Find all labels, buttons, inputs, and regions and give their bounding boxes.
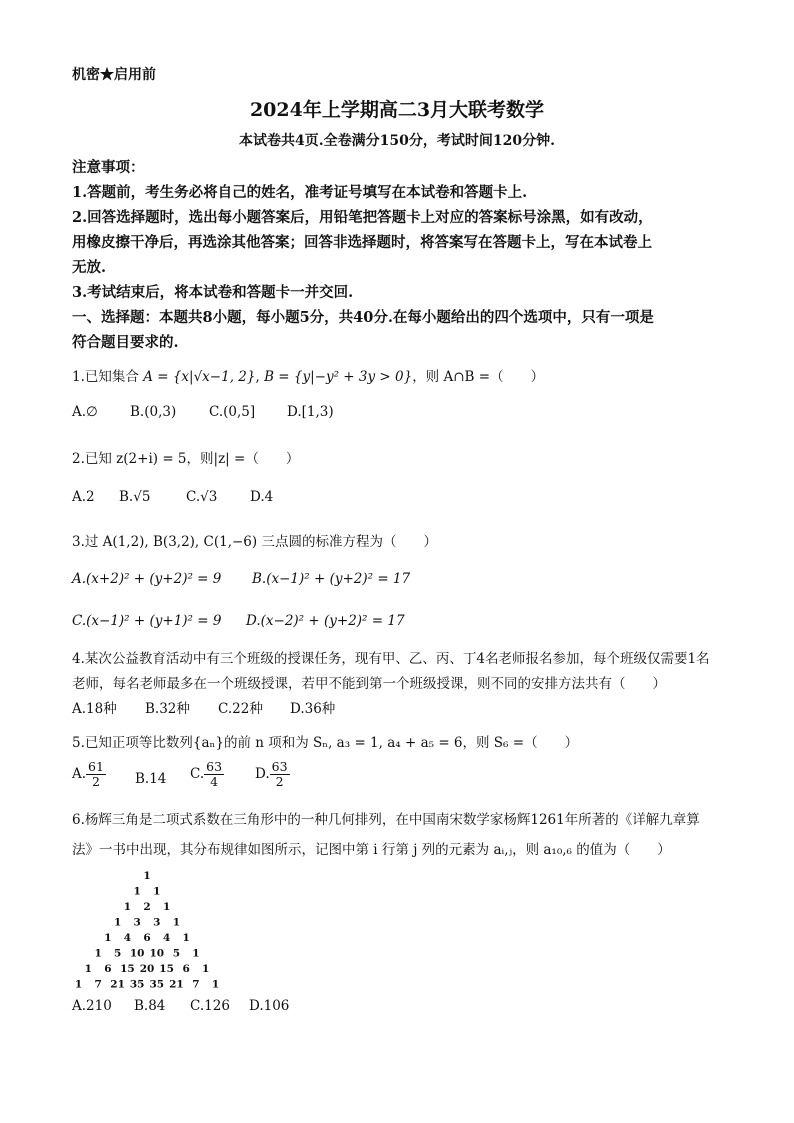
note-1: 1.答题前，考生务必将自己的姓名，准考证号填写在本试卷和答题卡上.	[72, 184, 528, 201]
triangle-cell: 1	[143, 870, 151, 882]
triangle-cell: 1	[94, 947, 102, 960]
question-3-option-a: A.(x+2)² + (y+2)² = 9	[72, 571, 222, 587]
question-2-option-b: B.√5	[119, 489, 151, 505]
question-3-option-c: C.(x−1)² + (y+1)² = 9	[72, 613, 222, 629]
triangle-cell: 1	[202, 963, 210, 975]
question-4-option-d: D.36种	[290, 701, 336, 717]
question-1-option-a: A.∅	[72, 404, 98, 420]
triangle-cell: 35	[129, 978, 145, 991]
question-4-option-b: B.32种	[145, 701, 190, 717]
triangle-cell: 7	[94, 978, 102, 991]
triangle-cell: 1	[74, 978, 83, 991]
question-5-option-c: C. $\frac{63}{4}$	[190, 759, 223, 789]
question-1-stem: 1.已知集合 A = {x|√x−1, 2}, B = {y|−y² + 3y > 0}，则 A∩B =（ ）	[72, 369, 545, 385]
question-4-line-1: 4.某次公益教育活动中有三个班级的授课任务，现有甲、乙、丙、丁4名老师报名参加，每个班级仅需要1名	[72, 651, 710, 667]
triangle-cell: 1	[211, 978, 220, 991]
triangle-cell: 2	[143, 901, 151, 913]
question-6-line-1: 6.杨辉三角是二项式系数在三角形中的一种几何排列，在中国南宋数学家杨辉1261年所著的《详解九章算	[72, 812, 700, 828]
triangle-cell: 20	[139, 963, 155, 975]
triangle-cell: 4	[123, 932, 132, 944]
triangle-cell: 3	[133, 916, 141, 929]
triangle-cell: 1	[133, 885, 141, 898]
triangle-cell: 1	[123, 901, 132, 913]
question-1-option-b: B.(0,3)	[130, 404, 177, 420]
yanghui-triangle-figure	[72, 868, 242, 993]
confidential-label: 机密★启用前	[72, 67, 156, 83]
triangle-cell: 1	[104, 932, 112, 944]
exam-title: 2024年上学期高二3月大联考数学	[249, 99, 545, 121]
question-2-option-c: C.√3	[186, 489, 218, 505]
note-2-line-2: 用橡皮擦干净后，再选涂其他答案；回答非选择题时，将答案写在答题卡上，写在本试卷上	[72, 234, 652, 251]
question-3-option-b: B.(x−1)² + (y+2)² = 17	[252, 571, 411, 587]
question-1-option-d: D.[1,3)	[287, 404, 334, 420]
triangle-cell: 1	[84, 963, 92, 975]
notes-heading: 注意事项：	[72, 159, 145, 176]
question-6-line-2: 法》一书中出现，其分布规律如图所示，记图中第 i 行第 j 列的元素为 aᵢ,ⱼ，则 a₁₀,₆ 的值为（ ）	[72, 842, 671, 858]
triangle-cell: 4	[162, 932, 171, 944]
question-6-option-d: D.106	[249, 998, 290, 1014]
triangle-cell: 5	[172, 947, 181, 960]
triangle-cell: 1	[113, 916, 122, 929]
question-5-option-b: B.14	[135, 771, 167, 787]
question-1-option-c: C.(0,5]	[209, 404, 256, 420]
triangle-cell: 6	[182, 963, 190, 975]
question-4-option-a: A.18种	[72, 701, 117, 717]
question-6-option-c: C.126	[190, 998, 230, 1014]
question-2-option-a: A.2	[72, 489, 95, 505]
question-6-option-a: A.210	[72, 998, 112, 1014]
note-2-line-3: 无放.	[72, 259, 107, 276]
triangle-cell: 21	[169, 978, 184, 991]
triangle-cell: 21	[110, 978, 125, 991]
question-2-option-d: D.4	[250, 489, 274, 505]
question-5-option-d: D. $\frac{63}{2}$	[255, 759, 288, 789]
question-4-option-c: C.22种	[218, 701, 263, 717]
triangle-cell: 10	[149, 947, 165, 960]
question-3-option-d: D.(x−2)² + (y+2)² = 17	[246, 613, 405, 629]
question-5-option-a: A. $\frac{61}{2}$	[72, 759, 104, 789]
triangle-cell: 1	[172, 916, 181, 929]
triangle-cell: 35	[149, 978, 165, 991]
triangle-cell: 15	[159, 963, 174, 975]
triangle-cell: 15	[120, 963, 135, 975]
triangle-cell: 5	[113, 947, 122, 960]
question-6-option-b: B.84	[134, 998, 166, 1014]
question-4-line-2: 老师，每名老师最多在一个班级授课，若甲不能到第一个班级授课，则不同的安排方法共有（ ）	[72, 676, 666, 692]
question-5-stem: 5.已知正项等比数列{aₙ}的前 n 项和为 Sₙ, a₃ = 1, a₄ + a₅ = 6，则 S₆ =（ ）	[72, 735, 579, 751]
note-3: 3.考试结束后，将本试卷和答题卡一并交回.	[72, 284, 354, 301]
note-2-line-1: 2.回答选择题时，选出每小题答案后，用铅笔把答题卡上对应的答案标号涂黑，如有改动，	[72, 209, 653, 226]
question-3-stem: 3.过 A(1,2), B(3,2), C(1,−6) 三点圆的标准方程为（ ）	[72, 534, 437, 550]
question-2-stem: 2.已知 z(2+i) = 5，则|z| =（ ）	[72, 451, 300, 467]
triangle-cell: 10	[129, 947, 145, 960]
triangle-cell: 1	[182, 932, 190, 944]
exam-subtitle: 本试卷共4页.全卷满分150分，考试时间120分钟.	[239, 133, 555, 149]
triangle-cell: 1	[153, 885, 161, 898]
triangle-cell: 1	[192, 947, 200, 960]
triangle-cell: 7	[192, 978, 200, 991]
section-heading-line-1: 一、选择题：本题共8小题，每小题5分，共40分.在每小题给出的四个选项中，只有一项是	[72, 309, 654, 326]
section-heading-line-2: 符合题目要求的.	[72, 334, 179, 351]
triangle-cell: 3	[153, 916, 161, 929]
triangle-cell: 1	[162, 901, 171, 913]
triangle-cell: 6	[143, 932, 151, 944]
triangle-cell: 6	[104, 963, 112, 975]
